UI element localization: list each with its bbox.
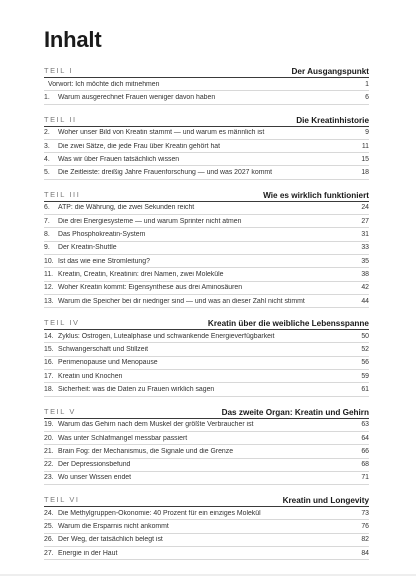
toc-part <box>44 314 369 396</box>
toc-entry-number: 4. <box>44 155 50 163</box>
toc-entry-title: Warum die Ersparnis nicht ankommt <box>58 523 169 531</box>
toc-entry-title: Kreatin, Creatin, Kreatinin: drei Namen, zwei Moleküle <box>58 270 224 278</box>
toc-entry-page: 68 <box>361 461 369 469</box>
toc-entry[interactable] <box>44 330 369 343</box>
toc-entry-number: 24. <box>44 509 54 517</box>
toc-entry-number: 2. <box>44 129 50 137</box>
toc-entry[interactable] <box>44 228 369 241</box>
toc-entry[interactable] <box>44 215 369 228</box>
toc-entry-title: Die drei Energiesysteme — und warum Sprinter nicht atmen <box>58 217 242 225</box>
toc-entry-page: 15 <box>361 155 369 163</box>
toc-entry-title: Wo unser Wissen endet <box>58 474 132 482</box>
toc-part <box>44 111 369 180</box>
toc-entry-page: 18 <box>361 169 369 177</box>
toc-entry-title: Energie in der Haut <box>58 549 118 557</box>
toc-entry-title: Die zwei Sätze, die jede Frau über Kreatin gehört hat <box>58 142 221 150</box>
toc-entry-title: Das Phosphokreatin-System <box>58 231 146 239</box>
toc-entry[interactable] <box>44 78 369 91</box>
toc-entry-number: 12. <box>44 284 54 292</box>
toc-entry-page: 61 <box>361 385 369 393</box>
toc-entry-number: 13. <box>44 297 54 305</box>
toc-entry-page: 11 <box>361 142 369 150</box>
toc-entry-number: 11. <box>44 270 54 278</box>
toc-entry-title: Zyklus: Östrogen, Lutealphase und schwankende Energieverfügbarkeit <box>58 332 275 340</box>
toc-entry-page: 38 <box>361 270 369 278</box>
toc-entry-page: 6 <box>365 93 369 101</box>
toc-entry[interactable] <box>44 242 369 255</box>
toc-entry[interactable] <box>44 268 369 281</box>
toc-entry-number: 14. <box>44 332 54 340</box>
toc-part-label: TEIL III <box>44 189 81 199</box>
toc-entry-number: 20. <box>44 434 54 442</box>
toc-entry-page: 76 <box>361 523 369 531</box>
toc-entry-title: Was wir über Frauen tatsächlich wissen <box>58 155 180 163</box>
toc-entry-title: Sicherheit: was die Daten zu Frauen wirklich sagen <box>58 385 215 393</box>
toc-part-title: Kreatin und Longevity <box>282 496 369 506</box>
toc-entry-title: Die Zeitleiste: dreißig Jahre Frauenforschung — und was 2027 kommt <box>58 169 273 177</box>
toc-entry[interactable] <box>44 459 369 472</box>
toc-entry-number: 3. <box>44 142 50 150</box>
toc-entry-page: 52 <box>361 346 369 354</box>
toc-entry-number: 26. <box>44 536 54 544</box>
toc-entry-page: 42 <box>361 284 369 292</box>
toc-part-header <box>44 186 369 202</box>
toc-entry-page: 24 <box>361 204 369 212</box>
toc-part-header <box>44 403 369 419</box>
table-of-contents <box>44 62 369 560</box>
toc-entry-page: 44 <box>361 297 369 305</box>
toc-entry-page: 63 <box>361 421 369 429</box>
toc-entry[interactable] <box>44 419 369 432</box>
toc-entry-title: Der Weg, der tatsächlich belegt ist <box>58 536 163 544</box>
toc-entry-page: 73 <box>361 509 369 517</box>
toc-part <box>44 491 369 560</box>
toc-part-header <box>44 111 369 127</box>
toc-entry[interactable] <box>44 472 369 485</box>
toc-entry-page: 64 <box>361 434 369 442</box>
toc-part-label: TEIL VI <box>44 495 80 505</box>
toc-entry-number: 1. <box>44 93 50 101</box>
toc-entry-number: 22. <box>44 461 54 469</box>
toc-entry-title: Kreatin und Knochen <box>58 372 123 380</box>
toc-entry-number: 15. <box>44 346 54 354</box>
toc-part-label: TEIL I <box>44 66 74 75</box>
toc-entry-page: 33 <box>361 244 369 252</box>
toc-entry[interactable] <box>44 282 369 295</box>
page-title: Inhalt <box>44 27 102 52</box>
toc-part-label: TEIL IV <box>44 318 80 328</box>
toc-entry-title: Die Methylgruppen-Ökonomie: 40 Prozent für ein einziges Molekül <box>58 509 261 517</box>
toc-entry-number: 18. <box>44 385 54 393</box>
toc-entry-number: 17. <box>44 372 54 380</box>
toc-entry[interactable] <box>44 547 369 560</box>
toc-part-header <box>44 491 369 507</box>
toc-entry[interactable] <box>44 507 369 520</box>
toc-part-title: Der Ausgangspunkt <box>291 67 369 76</box>
toc-entry[interactable] <box>44 202 369 215</box>
toc-entry-number: 8. <box>44 231 50 239</box>
toc-entry-page: 84 <box>361 549 369 557</box>
toc-entry-number: 6. <box>44 204 50 212</box>
toc-part-title: Die Kreatinhistorie <box>296 115 369 125</box>
toc-entry-title: Vorwort: Ich möchte dich mitnehmen <box>48 80 160 88</box>
toc-entry[interactable] <box>44 520 369 533</box>
toc-part <box>44 403 369 485</box>
toc-part-label: TEIL V <box>44 406 76 416</box>
toc-entry-title: Warum die Speicher bei dir niedriger sind — und was an dieser Zahl nicht stimmt <box>58 297 305 305</box>
toc-entry-number: 25. <box>44 523 54 531</box>
toc-part <box>44 62 369 105</box>
toc-entry-page: 1 <box>365 80 369 88</box>
toc-entry[interactable] <box>44 445 369 458</box>
toc-entry-title: Ist das wie eine Stromleitung? <box>58 257 150 265</box>
toc-part <box>44 186 369 308</box>
toc-entry-number: 16. <box>44 359 54 367</box>
toc-entry-number: 23. <box>44 474 54 482</box>
toc-entry-page: 66 <box>361 447 369 455</box>
toc-entry[interactable] <box>44 370 369 383</box>
toc-part-title: Kreatin über die weibliche Lebensspanne <box>207 319 369 329</box>
toc-entry-title: Woher Kreatin kommt: Eigensynthese aus drei Aminosäuren <box>58 284 243 292</box>
toc-part-header <box>44 62 369 78</box>
toc-entry-page: 35 <box>361 257 369 265</box>
toc-part-label: TEIL II <box>44 114 77 124</box>
toc-part-title: Das zweite Organ: Kreatin und Gehirn <box>221 407 369 417</box>
toc-part-title: Wie es wirklich funktioniert <box>263 190 369 200</box>
toc-entry-number: 27. <box>44 549 54 557</box>
toc-entry[interactable] <box>44 91 369 104</box>
toc-entry-title: Warum das Gehirn nach dem Muskel der größte Verbraucher ist <box>58 421 254 429</box>
toc-entry-number: 9. <box>44 244 50 252</box>
toc-entry[interactable] <box>44 357 369 370</box>
toc-entry-page: 27 <box>361 217 369 225</box>
toc-entry-number: 21. <box>44 447 54 455</box>
toc-entry-page: 56 <box>361 359 369 367</box>
toc-entry[interactable] <box>44 343 369 356</box>
toc-entry-number: 10. <box>44 257 54 265</box>
toc-entry-title: Der Depressionsbefund <box>58 461 131 469</box>
toc-entry-title: Was unter Schlafmangel messbar passiert <box>58 434 188 442</box>
toc-entry-page: 31 <box>361 231 369 239</box>
toc-entry-title: Warum ausgerechnet Frauen weniger davon haben <box>58 93 216 101</box>
toc-entry-number: 7. <box>44 217 50 225</box>
toc-entry-page: 50 <box>361 332 369 340</box>
toc-entry[interactable] <box>44 534 369 547</box>
toc-entry[interactable] <box>44 153 369 166</box>
toc-entry[interactable] <box>44 166 369 179</box>
toc-part-header <box>44 314 369 330</box>
toc-entry-title: Schwangerschaft und Stillzeit <box>58 346 149 354</box>
toc-entry[interactable] <box>44 295 369 308</box>
toc-entry-title: Woher unser Bild von Kreatin stammt — und warum es männlich ist <box>58 129 265 137</box>
toc-entry[interactable] <box>44 255 369 268</box>
toc-entry-title: Der Kreatin-Shuttle <box>58 244 117 252</box>
toc-entry-page: 9 <box>365 129 369 137</box>
toc-entry-title: Perimenopause und Menopause <box>58 359 158 367</box>
toc-entry[interactable] <box>44 127 369 140</box>
toc-entry-title: Brain Fog: der Mechanismus, die Signale und die Grenze <box>58 447 234 455</box>
toc-entry-page: 59 <box>361 372 369 380</box>
toc-entry-page: 82 <box>361 536 369 544</box>
toc-entry[interactable] <box>44 432 369 445</box>
toc-entry[interactable] <box>44 140 369 153</box>
toc-entry-number: 19. <box>44 421 54 429</box>
toc-entry-page: 71 <box>361 474 369 482</box>
toc-entry[interactable] <box>44 383 369 396</box>
toc-entry-title: ATP: die Währung, die zwei Sekunden reicht <box>58 204 195 212</box>
toc-entry-number: 5. <box>44 169 50 177</box>
